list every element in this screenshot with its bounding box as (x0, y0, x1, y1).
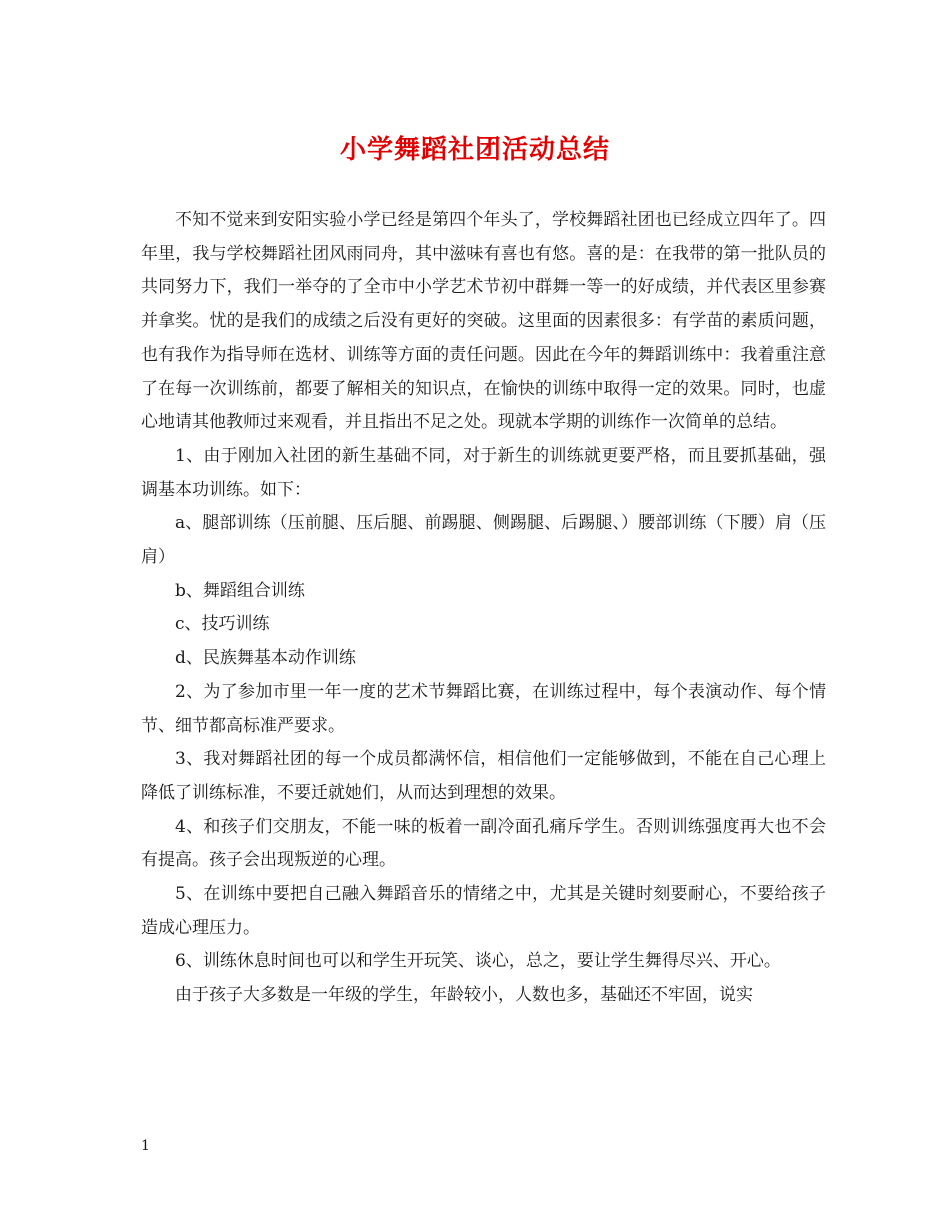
paragraph-item-a: a、腿部训练（压前腿、压后腿、前踢腿、侧踢腿、后踢腿、）腰部训练（下腰）肩（压肩） (141, 513, 826, 568)
document-title: 小学舞蹈社团活动总结 (339, 135, 610, 165)
paragraph-item-c: c、技巧训练 (175, 614, 270, 635)
paragraph-item-d: d、民族舞基本动作训练 (175, 648, 356, 669)
paragraph-item-6: 6、训练休息时间也可以和学生开玩笑、谈心，总之，要让学生舞得尽兴、开心。 (175, 951, 781, 972)
paragraph-item-1: 1、由于刚加入社团的新生基础不同，对于新生的训练就更要严格，而且要抓基础，强调基本功训练。如下： (141, 445, 826, 500)
paragraph-item-5: 5、在训练中要把自己融入舞蹈音乐的情绪之中，尤其是关键时刻要耐心，不要给孩子造成心理压力。 (141, 884, 826, 938)
paragraph-item-2: 2、为了参加市里一年一度的艺术节舞蹈比赛，在训练过程中，每个表演动作、每个情节、细节都高标准严要求。 (141, 681, 826, 736)
paragraph-item-3: 3、我对舞蹈社团的每一个成员都满怀信，相信他们一定能够做到，不能在自己心理上降低了训练标准，不要迁就她们，从而达到理想的效果。 (141, 749, 826, 803)
paragraph-intro: 不知不觉来到安阳实验小学已经是第四个年头了，学校舞蹈社团也已经成立四年了。四年里，我与学校舞蹈社团风雨同舟，其中滋味有喜也有悠。喜的是：在我带的第一批队员的共同努力下，我们一举夺的了全市中小学艺术节初中群舞一等一的好成绩，并代表区里参赛并拿奖。忧的是我们的成绩之后没有更好的突破。这里面的因素很多：有学苗的素质问题，也有我作为指导师在选材、训练等方面的责任问题。因此在今年的舞蹈训练中：我着重注意了在每一次训练前，都要了解相关的知识点，在愉快的训练中取得一定的效果。同时，也虚心地请其他教师过来观看，并且指出不足之处。现就本学期的训练作一次简单的总结。 (141, 210, 826, 433)
paragraph-item-4: 4、和孩子们交朋友，不能一味的板着一副冷面孔痛斥学生。否则训练强度再大也不会有提高。孩子会出现叛逆的心理。 (141, 816, 826, 871)
paragraph-closing: 由于孩子大多数是一年级的学生，年龄较小，人数也多，基础还不牢固，说实 (175, 985, 753, 1006)
paragraph-item-b: b、舞蹈组合训练 (175, 580, 305, 601)
page-number: 1 (141, 1138, 150, 1154)
document-body (141, 204, 826, 1013)
